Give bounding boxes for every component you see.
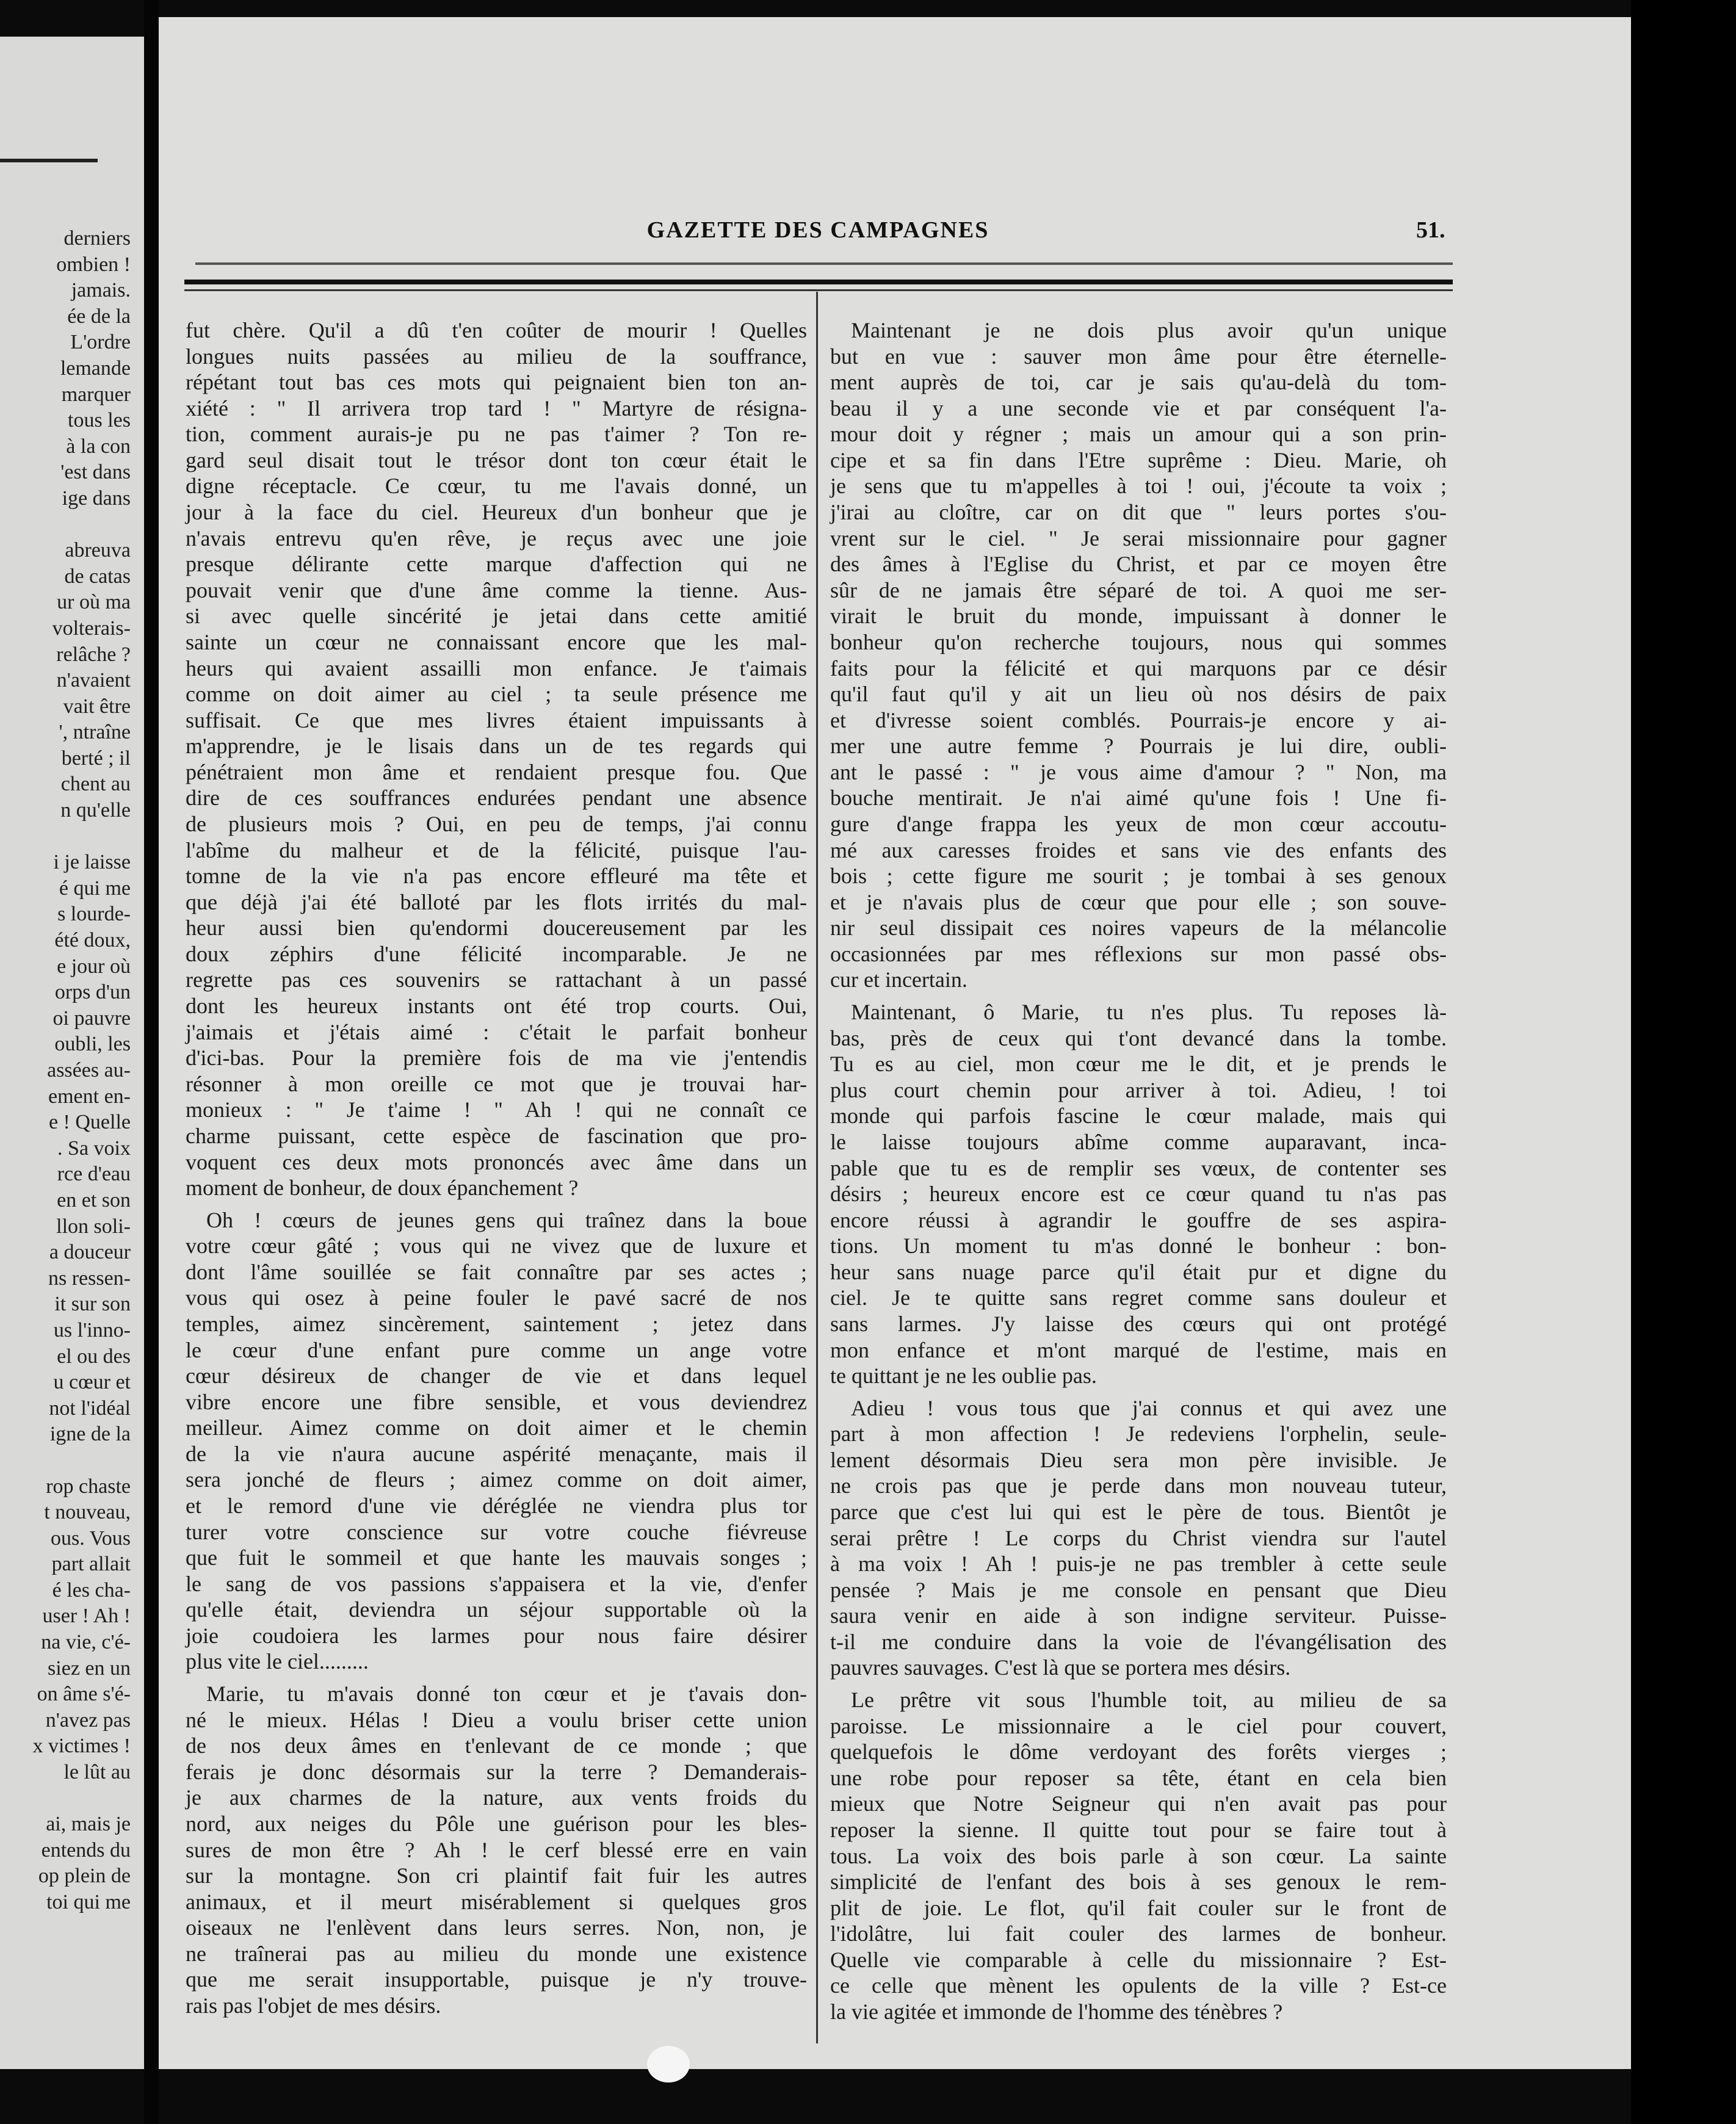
text-line: de la vie n'aura aucune aspérité menaçante, mais il <box>186 1441 807 1466</box>
text-line: Maintenant, ô Marie, tu n'es plus. Tu reposes là- <box>851 1000 1447 1025</box>
adjacent-page-line: toi qui me <box>46 1891 131 1913</box>
text-line: que fuit le sommeil et que hante les mauvais songes ; <box>186 1545 807 1570</box>
adjacent-page-line: n'avaient <box>56 669 131 692</box>
adjacent-page-line: relâche ? <box>56 643 131 666</box>
adjacent-page-line: oi pauvre <box>52 1006 131 1030</box>
text-line: gard seul disait tout le trésor dont ton cœur était le <box>186 447 807 472</box>
text-line: doux zéphirs d'une félicité incomparable. Je ne <box>186 941 807 966</box>
adjacent-page-line: e ! Quelle <box>48 1111 131 1134</box>
adjacent-page-line: été doux, <box>54 929 131 952</box>
adjacent-page-line: volterais- <box>52 616 131 640</box>
adjacent-page-line: rop chaste <box>46 1475 131 1498</box>
adjacent-page-line: chent au <box>60 773 131 796</box>
adjacent-page-line: entends du <box>41 1838 131 1862</box>
adjacent-page-line: ai, mais je <box>46 1813 131 1836</box>
paragraph <box>830 1687 1447 2025</box>
adjacent-page-line: ous. Vous <box>50 1526 131 1550</box>
text-line: bois ; cette figure me sourit ; je tombai à ses genoux <box>830 864 1447 889</box>
header-rule-thin <box>195 262 1453 265</box>
text-line: monde qui parfois fascine le cœur malade, mais qui <box>830 1104 1447 1129</box>
text-line: nir seul dissipait ces noires vapeurs de la mélancolie <box>830 916 1447 941</box>
paragraph-gap <box>830 1681 1447 1687</box>
text-line: de plusieurs mois ? Oui, en peu de temps, j'ai connu <box>186 811 807 836</box>
adjacent-page-line: user ! Ah ! <box>42 1605 131 1628</box>
text-line: serai prêtre ! Le corps du Christ viendra sur l'autel <box>830 1525 1447 1550</box>
text-line: Adieu ! vous tous que j'ai connus et qui avez une <box>851 1395 1447 1420</box>
adjacent-page-line: u cœur et <box>53 1371 131 1394</box>
adjacent-page-line: op plein de <box>38 1865 131 1888</box>
text-line: bas, près de ceux qui t'ont devancé dans la tombe. <box>830 1025 1447 1050</box>
adjacent-page-line <box>32 1786 131 1812</box>
text-line: heurs qui avaient assailli mon enfance. Je t'aimais <box>186 656 807 681</box>
text-line: animaux, et il meurt misérablement si quelques gros <box>186 1889 807 1914</box>
adjacent-page-line: orps d'un <box>54 981 131 1004</box>
text-line: beau il y a une seconde vie et par conséquent l'a- <box>830 396 1447 421</box>
text-line: sera jonché de fleurs ; aimez comme on doit aimer, <box>186 1467 807 1492</box>
text-line: ferais je donc désormais sur la terre ? Demanderais- <box>186 1759 807 1784</box>
adjacent-page-line: le lût au <box>63 1761 131 1784</box>
text-line: à ma voix ! Ah ! puis-je ne pas trembler à cette seule <box>830 1551 1447 1577</box>
adjacent-page-line: lemande <box>60 356 131 380</box>
adjacent-page-line: s lourde- <box>57 903 131 926</box>
text-line: sures de mon être ? Ah ! le cerf blessé erre en vain <box>186 1837 807 1862</box>
text-line: gure d'ange frappa les yeux de mon cœur accoutu- <box>830 811 1447 836</box>
right-text-column <box>830 317 1447 2025</box>
text-line: la vie agitée et immonde de l'homme des ténèbres ? <box>830 1999 1283 2024</box>
text-line: le cœur d'une enfant pure comme un ange votre <box>186 1337 807 1362</box>
paragraph <box>830 1395 1447 1681</box>
text-line: vibre encore une fibre sensible, et vous deviendrez <box>186 1389 807 1414</box>
text-line: presque délirante cette marque d'affection qui ne <box>186 552 807 577</box>
text-line: que me serait insupportable, puisque je n'y trouve- <box>186 1967 807 1992</box>
text-line: désirs ; heureux encore est ce cœur quand tu n'as pas <box>830 1182 1447 1207</box>
text-line: de nos deux âmes en t'enlevant de ce monde ; que <box>186 1733 807 1758</box>
text-line: né le mieux. Hélas ! Dieu a voulu briser cette union <box>186 1707 807 1732</box>
adjacent-page-line: not l'idéal <box>49 1396 131 1420</box>
adjacent-page-line: derniers <box>63 227 131 250</box>
adjacent-page-line: abreuva <box>65 539 131 562</box>
text-line: comme on doit aimer au ciel ; ta seule présence me <box>186 682 807 707</box>
text-line: pauvres sauvages. C'est là que se portera mes désirs. <box>830 1655 1291 1680</box>
text-line: quelquefois le dôme verdoyant des forêts vierges ; <box>830 1739 1447 1765</box>
header-rule-thick <box>184 280 1453 284</box>
adjacent-page-line: ns ressen- <box>48 1266 131 1290</box>
adjacent-page-line: ur où ma <box>57 591 131 614</box>
text-line: turer votre conscience sur votre couche fiévreuse <box>186 1519 807 1544</box>
text-line: pable que tu es de remplir ses vœux, de contenter ses <box>830 1155 1447 1180</box>
text-line: ne traînerai pas au milieu du monde une existence <box>186 1941 807 1966</box>
text-line: j'irai au cloître, car on dit que " leurs portes s'ou- <box>830 500 1447 525</box>
text-line: rais pas l'objet de mes désirs. <box>186 1993 441 2018</box>
text-line: et d'ivresse soient comblés. Pourrais-je encore y ai- <box>830 707 1447 732</box>
text-line: dont les heureux instants ont été trop courts. Oui, <box>186 994 807 1019</box>
text-line: l'idolâtre, lui fait couler des larmes de bonheur. <box>830 1921 1447 1946</box>
text-line: xiété : " Il arrivera trop tard ! " Martyre de résigna- <box>186 396 807 421</box>
adjacent-page-line: part allait <box>51 1553 131 1576</box>
text-line: lement désormais Dieu sera mon père invisible. Je <box>830 1447 1447 1472</box>
text-line: paroisse. Le missionnaire a le ciel pour couvert, <box>830 1713 1447 1738</box>
text-line: heur aussi bien qu'endormi doucereusement par les <box>186 916 807 941</box>
text-line: sûr de ne jamais être séparé de toi. A quoi me ser- <box>830 577 1447 602</box>
paragraph <box>186 1681 807 2019</box>
adjacent-page-line: it sur son <box>54 1293 131 1316</box>
adjacent-page-line: t nouveau, <box>44 1501 131 1524</box>
text-line: cur et incertain. <box>830 967 967 992</box>
adjacent-page-line: a douceur <box>49 1241 131 1264</box>
adjacent-page-line: à la con <box>66 435 131 458</box>
text-line: but en vue : sauver mon âme pour être éternelle- <box>830 344 1447 369</box>
adjacent-page-line: . Sa voix <box>57 1136 131 1160</box>
adjacent-page-line: é qui me <box>59 876 131 900</box>
adjacent-page-line: llon soli- <box>56 1215 131 1238</box>
text-line: pouvait venir que d'une âme comme la tienne. Aus- <box>186 577 807 602</box>
adjacent-page-line: n'avez pas <box>45 1708 131 1732</box>
binding-gutter <box>144 0 159 2124</box>
text-line: mon enfance et m'ont marqué de l'estime, mais en <box>830 1337 1447 1362</box>
text-line: longues nuits passées au milieu de la souffrance, <box>186 344 807 369</box>
paragraph <box>830 999 1447 1389</box>
text-line: n'avais entrevu qu'en rêve, je reçus avec une joie <box>186 526 807 551</box>
adjacent-page-line: rce d'eau <box>57 1163 131 1186</box>
text-line: le laisse toujours abîme comme auparavant, inca- <box>830 1129 1447 1154</box>
text-line: bonheur qu'on recherche toujours, nous qui sommes <box>830 629 1447 654</box>
text-line: Quelle vie comparable à celle du missionnaire ? Est- <box>830 1947 1447 1972</box>
text-line: simplicité de l'enfant des bois à ses genoux le rem- <box>830 1869 1447 1895</box>
adjacent-page-line: ', ntraîne <box>59 721 131 744</box>
adjacent-page-line: é les cha- <box>52 1578 131 1602</box>
text-line: Oh ! cœurs de jeunes gens qui traînez dans la boue <box>206 1207 807 1232</box>
adjacent-page-rule <box>0 159 98 162</box>
text-line: heur sans nuage parce qu'il était pur et digne du <box>830 1259 1447 1284</box>
text-line: suffisait. Ce que mes livres étaient impuissants à <box>186 707 807 732</box>
adjacent-page-text <box>32 226 131 1916</box>
page-number: 51. <box>1416 217 1445 243</box>
text-line: ciel. Je te quitte sans regret comme sans douleur et <box>830 1285 1447 1310</box>
text-line: et je n'avais plus de cœur que pour elle ; son souve- <box>830 889 1447 914</box>
text-line: Le prêtre vit sous l'humble toit, au milieu de sa <box>851 1688 1447 1713</box>
paragraph-gap <box>186 1675 807 1681</box>
text-line: une robe pour reposer sa tête, étant en cela bien <box>830 1765 1447 1790</box>
text-line: Tu es au ciel, mon cœur me le dit, et je prends le <box>830 1052 1447 1077</box>
text-line: tions. Un moment tu m'as donné le bonheur : bon- <box>830 1234 1447 1259</box>
adjacent-page-line: L'ordre <box>70 331 131 354</box>
adjacent-page-line: e jour où <box>57 955 131 978</box>
text-line: mieux que Notre Seigneur qui n'en avait pas pour <box>830 1791 1447 1816</box>
adjacent-page-line: ement en- <box>48 1085 131 1108</box>
adjacent-page-line: x victimes ! <box>32 1735 131 1758</box>
text-line: pénétraient mon âme et rendaient presque fou. Que <box>186 759 807 784</box>
text-line: répétant tout bas ces mots qui peignaient bien ton an- <box>186 370 807 395</box>
adjacent-page-line: el ou des <box>57 1345 131 1368</box>
scan-border <box>1631 0 1736 2124</box>
adjacent-page-line <box>32 824 131 850</box>
text-line: m'apprendre, je le lisais dans un de tes regards qui <box>186 734 807 759</box>
adjacent-page-line: vait être <box>63 695 131 718</box>
text-line: résonner à mon oreille ce mot que je trouvai har- <box>186 1071 807 1096</box>
text-line: saura venir en aide à son indigne serviteur. Puisse- <box>830 1603 1447 1628</box>
text-line: dire de ces souffrances endurées pendant une absence <box>186 786 807 811</box>
text-line: dont l'âme souillée se fait connaître par ses actes ; <box>186 1259 807 1284</box>
text-line: je sens que tu m'appelles à toi ! oui, j'écoute ta voix ; <box>830 474 1447 499</box>
text-line: sainte un cœur ne connaissant encore que les mal- <box>186 629 807 654</box>
text-line: meilleur. Aimez comme on doit aimer et le chemin <box>186 1415 807 1440</box>
text-line: jour à la face du ciel. Heureux d'un bonheur que je <box>186 500 807 525</box>
left-text-column <box>186 317 807 2019</box>
text-line: nord, aux neiges du Pôle une guérison pour les bles- <box>186 1811 807 1836</box>
header-rule-bottom <box>184 289 1453 291</box>
text-line: ant le passé : " je vous aime d'amour ? " Non, ma <box>830 759 1447 784</box>
text-line: mour doit y régner ; mais un amour qui a son prin- <box>830 422 1447 447</box>
text-line: oiseaux ne l'enlèvent dans leurs serres. Non, non, je <box>186 1915 807 1940</box>
text-line: pensée ? Mais je me console en pensant que Dieu <box>830 1577 1447 1602</box>
text-line: que déjà j'ai été balloté par les flots irrités du mal- <box>186 889 807 914</box>
text-line: j'aimais et j'étais aimé : c'était le parfait bonheur <box>186 1019 807 1044</box>
text-line: ment auprès de toi, car je sais qu'au-delà du tom- <box>830 370 1447 395</box>
adjacent-page-line: en et son <box>57 1188 131 1212</box>
adjacent-page-line: ée de la <box>67 305 131 328</box>
adjacent-page-line: 'est dans <box>60 461 131 484</box>
text-line: vrent sur le ciel. " Je serai missionnaire pour gagner <box>830 526 1447 551</box>
adjacent-page-line: oubli, les <box>54 1033 131 1056</box>
paragraph <box>186 317 807 1201</box>
text-line: tomne de la vie n'a pas encore effleuré ma tête et <box>186 864 807 889</box>
text-line: si avec quelle sincérité je jetai dans cette amitié <box>186 604 807 629</box>
text-line: cœur désireux de changer de vie et dans lequel <box>186 1364 807 1389</box>
text-line: faits pour la félicité et qui marquons par ce désir <box>830 656 1447 681</box>
adjacent-page-line: ombien ! <box>56 253 131 276</box>
text-line: sans larmes. J'y laisse des cœurs qui ont protégé <box>830 1311 1447 1336</box>
text-line: fut chère. Qu'il a dû t'en coûter de mourir ! Quelles <box>186 318 807 342</box>
adjacent-page-line: tous les <box>68 409 131 432</box>
adjacent-page-fragment <box>0 37 144 2069</box>
text-line: te quittant je ne les oublie pas. <box>830 1364 1097 1389</box>
text-line: virait le bruit du monde, impuissant à donner le <box>830 604 1447 629</box>
text-line: moment de bonheur, de doux épanchement ? <box>186 1176 579 1201</box>
text-line: occasionnées par mes réflexions sur mon passé obs- <box>830 941 1447 966</box>
adjacent-page-line: berté ; il <box>61 746 131 770</box>
text-line: reposer la sienne. Il quitte tout pour se faire tout à <box>830 1817 1447 1842</box>
paragraph <box>186 1207 807 1675</box>
text-line: cipe et sa fin dans l'Etre suprême : Dieu. Marie, oh <box>830 447 1447 472</box>
adjacent-page-line: us l'inno- <box>53 1318 131 1342</box>
text-line: votre cœur gâté ; vous qui ne vivez que de luxure et <box>186 1234 807 1259</box>
paragraph <box>830 317 1447 993</box>
text-line: part à mon affection ! Je redeviens l'orphelin, seule- <box>830 1421 1447 1447</box>
running-title: GAZETTE DES CAMPAGNES <box>646 217 989 243</box>
text-line: mer une autre femme ? Pourrais je lui dire, oubli- <box>830 734 1447 759</box>
text-line: vous qui osez à peine fouler le pavé sacré de nos <box>186 1285 807 1310</box>
text-line: mé aux caresses froides et sans vie des enfants des <box>830 837 1447 862</box>
adjacent-page-line: assées au- <box>47 1059 131 1082</box>
text-line: temples, aimez sincèrement, saintement ; jetez dans <box>186 1311 807 1336</box>
adjacent-page-line <box>32 512 131 538</box>
adjacent-page-line: ige dans <box>62 486 131 510</box>
text-line: Maintenant je ne dois plus avoir qu'un unique <box>851 318 1447 342</box>
text-line: Marie, tu m'avais donné ton cœur et je t'avais don- <box>206 1682 807 1707</box>
text-line: plus vite le ciel......... <box>186 1649 369 1674</box>
text-line: tion, comment aurais-je pu ne pas t'aimer ? Ton re- <box>186 422 807 447</box>
column-divider <box>816 292 818 2043</box>
paragraph-gap <box>830 1389 1447 1395</box>
text-line: l'abîme du malheur et de la félicité, puisque l'au- <box>186 837 807 862</box>
text-line: ne crois pas que je perde dans mon nouveau tuteur, <box>830 1473 1447 1498</box>
adjacent-page-line: jamais. <box>71 279 131 302</box>
text-line: ce celle que mènent les opulents de la ville ? Est-ce <box>830 1973 1447 1998</box>
adjacent-page-line: de catas <box>64 565 131 588</box>
text-line: t-il me conduire dans la voie de l'évangélisation des <box>830 1629 1447 1654</box>
adjacent-page-line: n qu'elle <box>60 799 131 822</box>
text-line: le sang de vos passions s'appaisera et la vie, d'enfer <box>186 1571 807 1596</box>
text-line: joie coudoiera les larmes pour nous faire désirer <box>186 1623 807 1648</box>
text-line: qu'il faut qu'il y ait un lieu où nos désirs de paix <box>830 682 1447 707</box>
text-line: encore réussi à agrandir le gouffre de ses aspira- <box>830 1207 1447 1232</box>
text-line: digne réceptacle. Ce cœur, tu me l'avais donné, un <box>186 474 807 499</box>
text-line: je aux charmes de la nature, aux vents froids du <box>186 1785 807 1810</box>
adjacent-page-line: na vie, c'é- <box>41 1631 131 1654</box>
adjacent-page-line: on âme s'é- <box>37 1683 131 1706</box>
adjacent-page-line: igne de la <box>49 1423 131 1446</box>
text-line: des âmes à l'Eglise du Christ, et par ce moyen être <box>830 552 1447 577</box>
paragraph-gap <box>186 1201 807 1207</box>
text-line: bouche mentirait. Je n'ai aimé qu'une fois ! Une fi- <box>830 786 1447 811</box>
text-line: monieux : " Je t'aime ! " Ah ! qui ne connaît ce <box>186 1097 807 1122</box>
paragraph-gap <box>830 993 1447 999</box>
text-line: d'ici-bas. Pour la première fois de ma vie j'entendis <box>186 1046 807 1071</box>
text-line: sur la montagne. Son cri plaintif fait fuir les autres <box>186 1863 807 1888</box>
text-line: plit de joie. Le flot, qu'il fait couler sur le front de <box>830 1895 1447 1920</box>
text-line: regrette pas ces souvenirs se rattachant à un passé <box>186 967 807 992</box>
text-line: tous. La voix des bois parle à son cœur. La sainte <box>830 1843 1447 1868</box>
adjacent-page-line <box>32 1448 131 1474</box>
text-line: et le remord d'une vie déréglée ne viendra plus tor <box>186 1494 807 1519</box>
adjacent-page-line: siez en un <box>48 1656 131 1680</box>
text-line: charme puissant, cette espèce de fascination que pro- <box>186 1123 807 1148</box>
adjacent-page-line: i je laisse <box>53 851 131 874</box>
text-line: plus court chemin pour arriver à toi. Adieu, ! toi <box>830 1077 1447 1102</box>
adjacent-page-line: marquer <box>61 383 131 406</box>
paper-smudge <box>647 2046 690 2082</box>
text-line: qu'elle était, deviendra un séjour supportable où la <box>186 1597 807 1622</box>
text-line: voquent ces deux mots prononcés avec âme dans un <box>186 1149 807 1174</box>
text-line: parce que c'est lui qui est le père de tous. Bientôt je <box>830 1500 1447 1525</box>
